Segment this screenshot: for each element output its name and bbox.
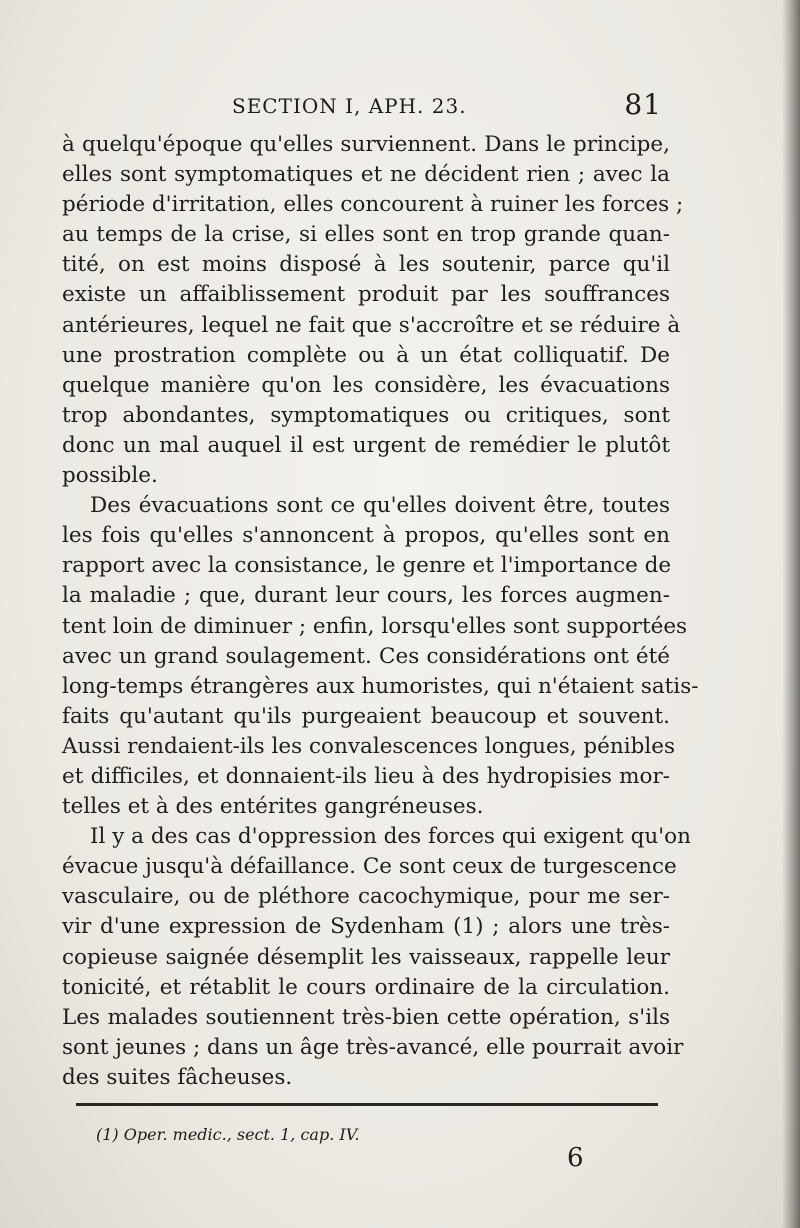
- paragraph: [62, 822, 691, 1093]
- text-line: Il y a des cas d'oppression des forces qui exigent qu'on: [90, 824, 691, 850]
- text-line: avec un grand soulagement. Ces considérations ont été: [62, 643, 670, 669]
- text-line: Les malades soutiennent très-bien cette opération, s'ils: [62, 1004, 670, 1030]
- paragraph: [62, 491, 699, 822]
- text-line: Des évacuations sont ce qu'elles doivent être, toutes: [90, 493, 670, 519]
- text-line: une prostration complète ou à un état colliquatif. De: [62, 342, 670, 368]
- text-line: les fois qu'elles s'annoncent à propos, qu'elles sont en: [62, 523, 670, 549]
- text-line: long-temps étrangères aux humoristes, qui n'étaient satis-: [62, 673, 699, 699]
- text-line: tent loin de diminuer ; enfin, lorsqu'elles sont supportées: [62, 613, 688, 639]
- text-line: possible.: [62, 463, 158, 489]
- text-line: vasculaire, ou de pléthore cacochymique, pour me ser-: [62, 884, 670, 910]
- footnote-rule: [76, 1103, 658, 1106]
- text-line: tonicité, et rétablit le cours ordinaire de la circulation.: [62, 974, 670, 1000]
- text-line: rapport avec la consistance, le genre et l'importance de: [62, 553, 672, 579]
- signature-mark: 6: [567, 1143, 584, 1173]
- text-line: elles sont symptomatiques et ne décident rien ; avec la: [62, 162, 670, 188]
- text-line: la maladie ; que, durant leur cours, les forces augmen-: [62, 583, 670, 609]
- text-line: à quelqu'époque qu'elles surviennent. Dans le principe,: [62, 132, 670, 157]
- text-line: telles et à des entérites gangréneuses.: [62, 794, 484, 820]
- text-line: quelque manière qu'on les considère, les évacuations: [62, 372, 670, 398]
- text-line: faits qu'autant qu'ils purgeaient beaucoup et souvent.: [62, 703, 670, 729]
- text-line: tité, on est moins disposé à les soutenir, parce qu'il: [62, 252, 670, 278]
- body-text: [62, 130, 699, 1093]
- text-line: Aussi rendaient-ils les convalescences longues, pénibles: [62, 733, 676, 759]
- text-line: copieuse saignée désemplit les vaisseaux, rappelle leur: [62, 944, 670, 970]
- running-head: SECTION I, APH. 23.: [232, 94, 467, 118]
- text-line: et difficiles, et donnaient-ils lieu à des hydropisies mor-: [62, 763, 670, 789]
- text-line: évacue jusqu'à défaillance. Ce sont ceux de turgescence: [62, 854, 677, 880]
- text-line: existe un affaiblissement produit par les souffrances: [62, 282, 670, 308]
- footnote: (1) Oper. medic., sect. 1, cap. IV.: [96, 1125, 360, 1144]
- text-line: trop abondantes, symptomatiques ou critiques, sont: [62, 402, 670, 428]
- text-line: vir d'une expression de Sydenham (1) ; alors une très-: [62, 914, 670, 940]
- text-line: donc un mal auquel il est urgent de remédier le plutôt: [62, 432, 670, 458]
- text-line: des suites fâcheuses.: [62, 1064, 293, 1090]
- text-line: période d'irritation, elles concourent à ruiner les forces ;: [62, 192, 684, 218]
- text-line: antérieures, lequel ne fait que s'accroître et se réduire à: [62, 312, 681, 338]
- text-line: sont jeunes ; dans un âge très-avancé, elle pourrait avoir: [62, 1034, 684, 1060]
- page-edge-shadow: [782, 0, 800, 1228]
- page-number: 81: [624, 88, 662, 121]
- paragraph: [62, 130, 684, 491]
- text-line: au temps de la crise, si elles sont en trop grande quan-: [62, 222, 670, 248]
- page-header: [232, 88, 662, 126]
